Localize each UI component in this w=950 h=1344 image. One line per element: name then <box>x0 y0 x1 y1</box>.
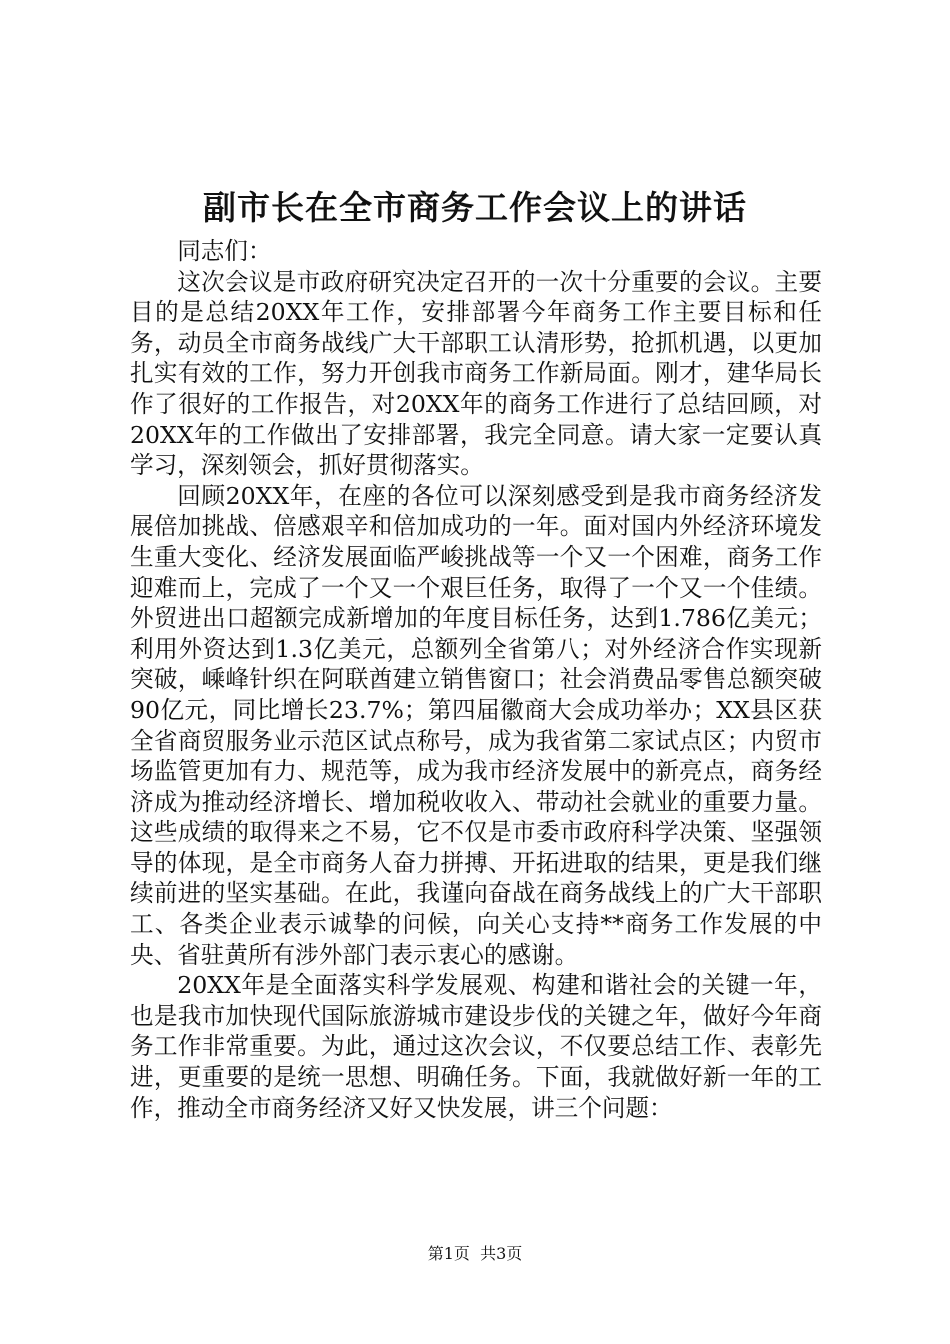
paragraph: 回顾20XX年，在座的各位可以深刻感受到是我市商务经济发展倍加挑战、倍感艰辛和倍加成功的一年。面对国内外经济环境发生重大变化、经济发展面临严峻挑战等一个又一个困难，商务工作迎难而上，完成了一个又一个艰巨任务，取得了一个又一个佳绩。外贸进出口超额完成新增加的年度目标任务，达到1.786亿美元；利用外资达到1.3亿美元，总额列全省第八；对外经济合作实现新突破，嵊峰针织在阿联酋建立销售窗口；社会消费品零售总额突破90亿元，同比增长23.7%；第四届徽商大会成功举办；XX县区获全省商贸服务业示范区试点称号，成为我省第二家试点区；内贸市场监管更加有力、规范等，成为我市经济发展中的新亮点，商务经济成为推动经济增长、增加税收收入、带动社会就业的重要力量。这些成绩的取得来之不易，它不仅是市委市政府科学决策、坚强领导的体现，是全市商务人奋力拼搏、开拓进取的结果，更是我们继续前进的坚实基础。在此，我谨向奋战在商务战线上的广大干部职工、各类企业表示诚挚的问候，向关心支持**商务工作发展的中央、省驻黄所有涉外部门表示衷心的感谢。 <box>130 481 822 969</box>
page-number: 第1页 <box>427 1244 470 1263</box>
page-total: 共3页 <box>480 1244 523 1263</box>
page-footer <box>0 1244 950 1264</box>
document-body <box>130 236 822 1123</box>
paragraph: 这次会议是市政府研究决定召开的一次十分重要的会议。主要目的是总结20XX年工作，安排部署今年商务工作主要目标和任务，动员全市商务战线广大干部职工认清形势，抢抓机遇，以更加扎实有效的工作，努力开创我市商务工作新局面。刚才，建华局长作了很好的工作报告，对20XX年的商务工作进行了总结回顾，对20XX年的工作做出了安排部署，我完全同意。请大家一定要认真学习，深刻领会，抓好贯彻落实。 <box>130 267 822 480</box>
greeting: 同志们： <box>177 237 272 265</box>
paragraph: 20XX年是全面落实科学发展观、构建和谐社会的关键一年，也是我市加快现代国际旅游城市建设步伐的关键之年，做好今年商务工作非常重要。为此，通过这次会议，不仅要总结工作、表彰先进，更重要的是统一思想、明确任务。下面，我就做好新一年的工作，推动全市商务经济又好又快发展，讲三个问题： <box>130 971 822 1122</box>
document-title: 副市长在全市商务工作会议上的讲话 <box>203 188 747 227</box>
